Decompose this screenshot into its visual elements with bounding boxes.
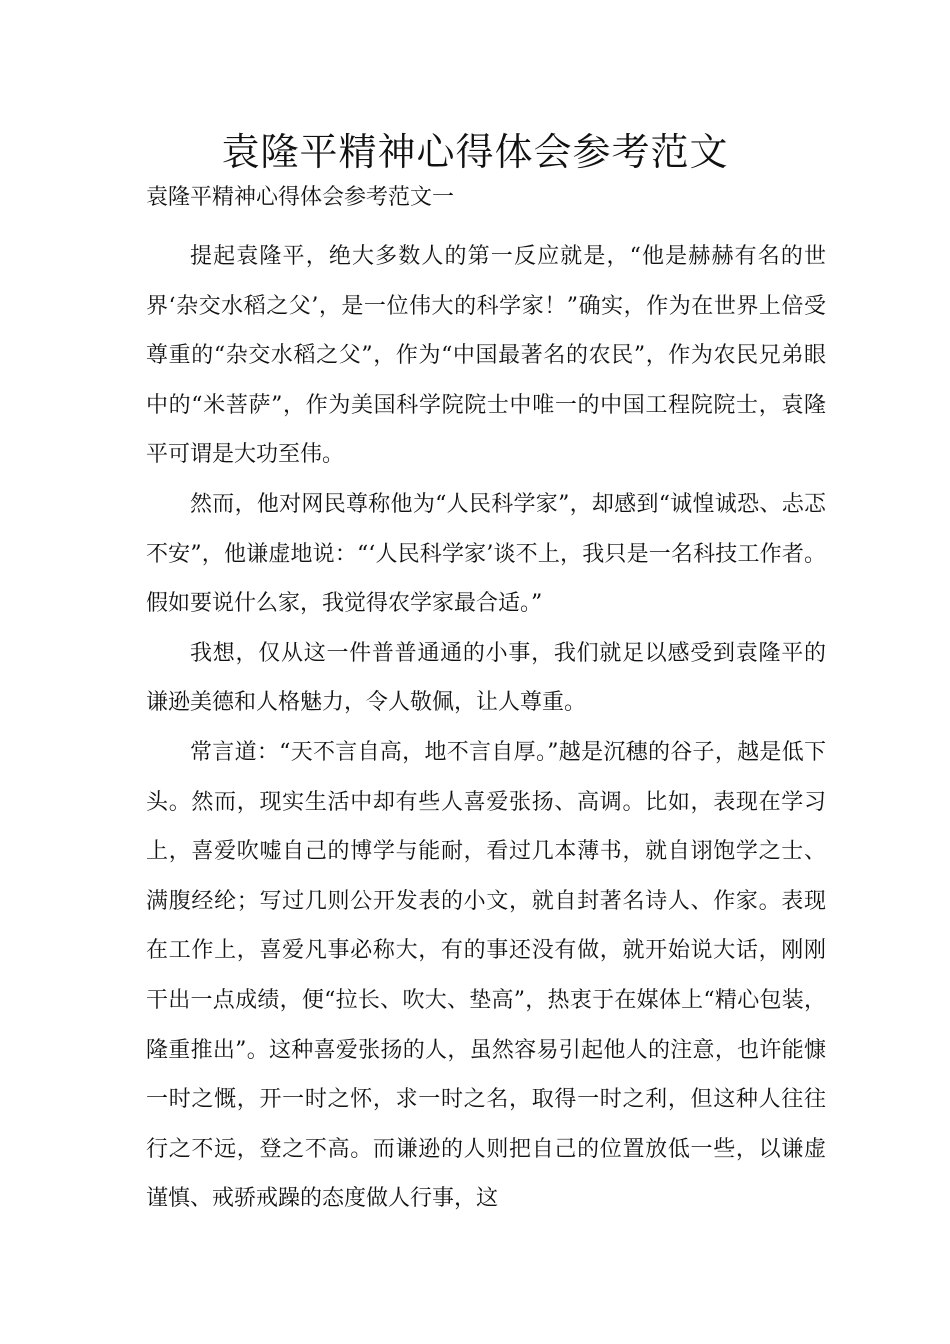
paragraph-4: 常言道：“天不言自高，地不言自厚。”越是沉穗的谷子，越是低下头。然而，现实生活中却有些人喜爱张扬、高调。比如，表现在学习上，喜爱吹嘘自己的博学与能耐，看过几本薄书，就自诩饱学之士、满腹经纶；写过几则公开发表的小文，就自封著名诗人、作家。表现在工作上，喜爱凡事必称大，有的事还没有做，就开始说大话，刚刚干出一点成绩，便“拉长、吹大、垫高”，热衷于在媒体上“精心包装，隆重推出”。这种喜爱张扬的人，虽然容易引起他人的注意，也许能慷一时之慨，开一时之怀，求一时之名，取得一时之利，但这种人往往行之不远，登之不高。而谦逊的人则把自己的位置放低一些，以谦虚谨慎、戒骄戒躁的态度做人行事，这 [146, 739, 826, 1212]
paragraph-2: 然而，他对网民尊称他为“人民科学家”，却感到“诚惶诚恐、忐忑不安”，他谦虚地说：“‘人民科学家’谈不上，我只是一名科技工作者。假如要说什么家，我觉得农学家最合适。” [146, 491, 826, 617]
document-title: 袁隆平精神心得体会参考范文 [221, 130, 729, 174]
document-body [146, 232, 826, 1224]
paragraph-3: 我想，仅从这一件普普通通的小事，我们就足以感受到袁隆平的谦逊美德和人格魅力，令人敬佩，让人尊重。 [146, 640, 826, 716]
paragraph-1: 提起袁隆平，绝大多数人的第一反应就是，“他是赫赫有名的世界‘杂交水稻之父’，是一位伟大的科学家！”确实，作为在世界上倍受尊重的“杂交水稻之父”，作为“中国最著名的农民”，作为农民兄弟眼中的“米菩萨”，作为美国科学院院士中唯一的中国工程院院士，袁隆平可谓是大功至伟。 [146, 244, 826, 468]
section-heading: 袁隆平精神心得体会参考范文一 [146, 185, 455, 210]
